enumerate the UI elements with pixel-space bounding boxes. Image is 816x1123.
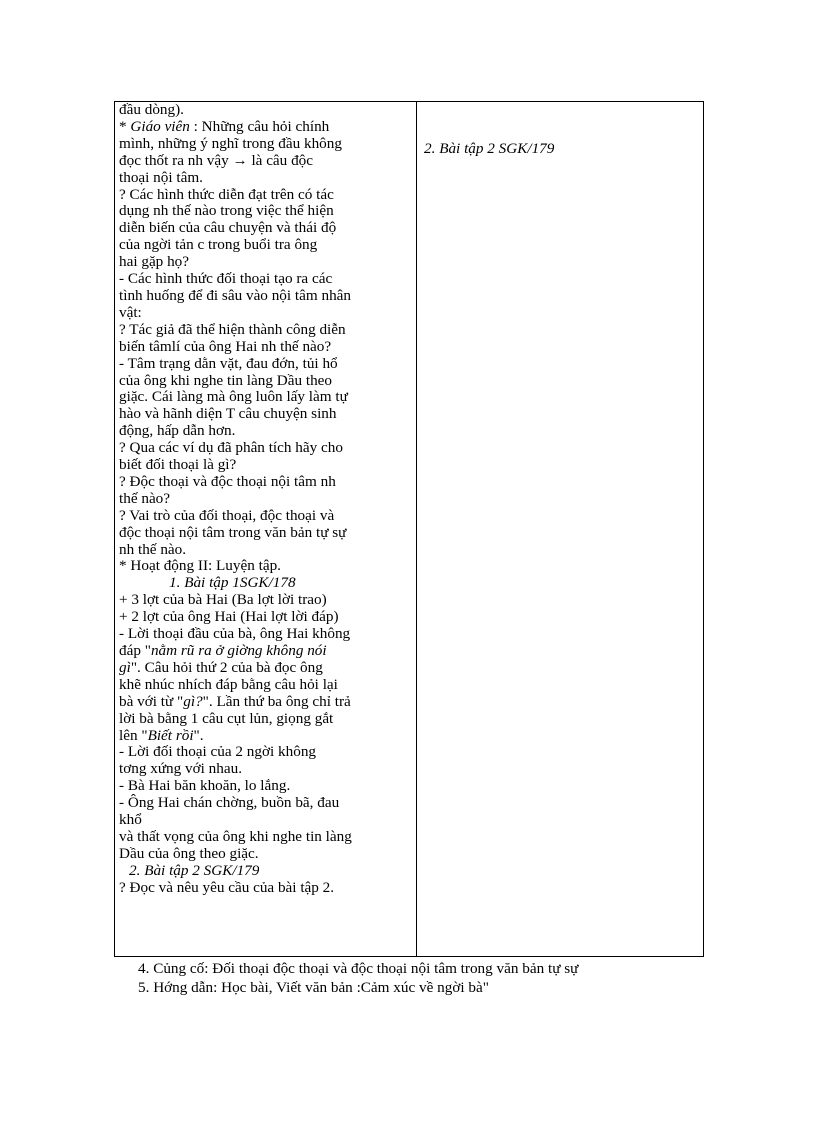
text-run: đọc thốt ra nh vậy → là câu độc <box>119 151 313 169</box>
text-run: - Bà Hai băn khoăn, lo lắng. <box>119 777 291 795</box>
text-line <box>119 846 414 863</box>
text-run: tơng xứng với nhau. <box>119 760 243 778</box>
text-run: bà với từ " <box>119 692 184 710</box>
text-line <box>119 694 414 711</box>
text-line <box>119 863 414 880</box>
text-line <box>119 406 414 423</box>
text-run: - Lời thoại đầu của bà, ông Hai không <box>119 625 351 643</box>
text-line <box>119 440 414 457</box>
text-run: ? Tác giả đã thể hiện thành công diễn <box>119 320 346 338</box>
text-line <box>119 508 414 525</box>
text-run: hào và hãnh diện T câu chuyện sinh <box>119 405 337 423</box>
text-run: lời bà bằng 1 câu cụt lủn, giọng gắt <box>119 709 334 727</box>
text-run: động, hấp dẫn hơn. <box>119 422 236 440</box>
text-run: ". Lần thứ ba ông chỉ trả <box>202 692 351 710</box>
italic-run: 2. Bài tập 2 SGK/179 <box>129 861 260 879</box>
text-line <box>119 305 414 322</box>
text-line <box>119 558 414 575</box>
text-run: ". Câu hỏi thứ 2 của bà đọc ông <box>130 658 323 676</box>
text-line <box>119 423 414 440</box>
text-run: * Hoạt động II: Luyện tập. <box>119 557 281 575</box>
text-run: - Lời đối thoại của 2 ngời không <box>119 743 317 761</box>
text-line <box>119 119 414 136</box>
text-line <box>119 339 414 356</box>
text-run: đáp " <box>119 642 151 659</box>
text-run: thế nào? <box>119 489 171 507</box>
text-line <box>119 880 414 897</box>
text-run: của ngời tản c trong buổi tra ông <box>119 236 318 254</box>
text-run: lên " <box>119 726 148 744</box>
text-run: vật: <box>119 303 142 321</box>
text-line <box>119 728 414 745</box>
text-run: đầu dòng). <box>119 101 184 118</box>
right-column <box>417 102 704 957</box>
italic-run: Giáo viên <box>130 117 190 135</box>
consolidation-line: 4. Củng cố: Đối thoại độc thoại và độc thoại nội tâm trong văn bản tự sự <box>138 960 579 977</box>
text-run: thoại nội tâm. <box>119 168 203 186</box>
text-line <box>119 711 414 728</box>
italic-run: gì <box>119 658 131 676</box>
text-run: ? Qua các ví dụ đã phân tích hãy cho <box>119 439 343 457</box>
text-line <box>119 525 414 542</box>
text-run: độc thoại nội tâm trong văn bản tự sự <box>119 523 347 541</box>
text-run: - Các hình thức đối thoại tạo ra các <box>119 270 333 288</box>
text-line <box>119 187 414 204</box>
text-run: tình huống để đi sâu vào nội tâm nhân <box>119 286 351 304</box>
text-line <box>119 542 414 559</box>
italic-run: gì? <box>183 692 203 710</box>
lesson-table <box>114 101 704 957</box>
text-line <box>119 271 414 288</box>
text-run: * <box>119 117 131 135</box>
text-run: giặc. Cái làng mà ông luôn lấy làm tự <box>119 388 348 406</box>
text-line <box>119 288 414 305</box>
homework-instruction-line: 5. Hớng dẫn: Học bài, Viết văn bản :Cảm xúc về ngời bà" <box>138 979 489 996</box>
text-line <box>119 457 414 474</box>
text-line <box>119 356 414 373</box>
text-line <box>119 575 414 592</box>
text-run: + 3 lợt của bà Hai (Ba lợt lời trao) <box>119 591 327 609</box>
text-run: biến tâmlí của ông Hai nh thế nào? <box>119 337 332 355</box>
text-run: nh thế nào. <box>119 540 187 558</box>
text-run: biết đối thoại là gì? <box>119 456 237 474</box>
text-run: của ông khi nghe tin làng Dầu theo <box>119 371 332 389</box>
text-line <box>119 389 414 406</box>
text-line <box>119 237 414 254</box>
text-line <box>119 322 414 339</box>
text-line <box>119 812 414 829</box>
text-run: diễn biến của câu chuyện và thái độ <box>119 219 337 237</box>
text-line <box>119 829 414 846</box>
text-line <box>119 778 414 795</box>
text-run: dụng nh thế nào trong việc thể hiện <box>119 202 334 220</box>
text-run: + 2 lợt của ông Hai (Hai lợt lời đáp) <box>119 608 339 626</box>
text-line <box>119 491 414 508</box>
text-line <box>119 220 414 237</box>
text-run: Dầu của ông theo giặc. <box>119 844 259 862</box>
text-line <box>119 203 414 220</box>
text-line <box>119 626 414 643</box>
text-run: hai gặp họ? <box>119 253 190 271</box>
right-exercise-heading: 2. Bài tập 2 SGK/179 <box>424 140 555 157</box>
text-run: - Tâm trạng dằn vặt, đau đớn, tủi hổ <box>119 354 338 372</box>
italic-run: nằm rũ ra ở giờng không nói <box>150 642 327 659</box>
text-line <box>119 795 414 812</box>
text-run: và thất vọng của ông khi nghe tin làng <box>119 827 352 845</box>
text-run: mình, những ý nghĩ trong đầu không <box>119 134 342 152</box>
italic-run: Biết rồi <box>147 726 194 744</box>
text-run: - Ông Hai chán chờng, buồn bã, đau <box>119 794 340 812</box>
text-line <box>119 373 414 390</box>
text-line <box>119 592 414 609</box>
text-run: ? Độc thoại và độc thoại nội tâm nh <box>119 472 336 490</box>
text-line <box>119 254 414 271</box>
text-line <box>119 153 414 170</box>
italic-run: 1. Bài tập 1SGK/178 <box>169 574 296 592</box>
text-run: ? Vai trò của đối thoại, độc thoại và <box>119 506 335 524</box>
text-run: ". <box>193 726 204 744</box>
text-line <box>119 102 414 119</box>
left-column-text <box>119 102 414 897</box>
text-line <box>119 136 414 153</box>
text-line <box>119 761 414 778</box>
text-line <box>119 474 414 491</box>
left-column <box>115 102 417 957</box>
text-run: ? Các hình thức diễn đạt trên có tác <box>119 185 334 203</box>
text-run: ? Đọc và nêu yêu cầu của bài tập 2. <box>119 878 335 896</box>
text-line <box>119 609 414 626</box>
text-run: : Những câu hỏi chính <box>189 117 330 135</box>
text-line <box>119 677 414 694</box>
text-line <box>119 660 414 677</box>
text-line <box>119 643 414 660</box>
text-run: khẽ nhúc nhích đáp bằng câu hỏi lại <box>119 675 338 693</box>
text-run: khổ <box>119 811 142 829</box>
text-line <box>119 170 414 187</box>
text-line <box>119 744 414 761</box>
